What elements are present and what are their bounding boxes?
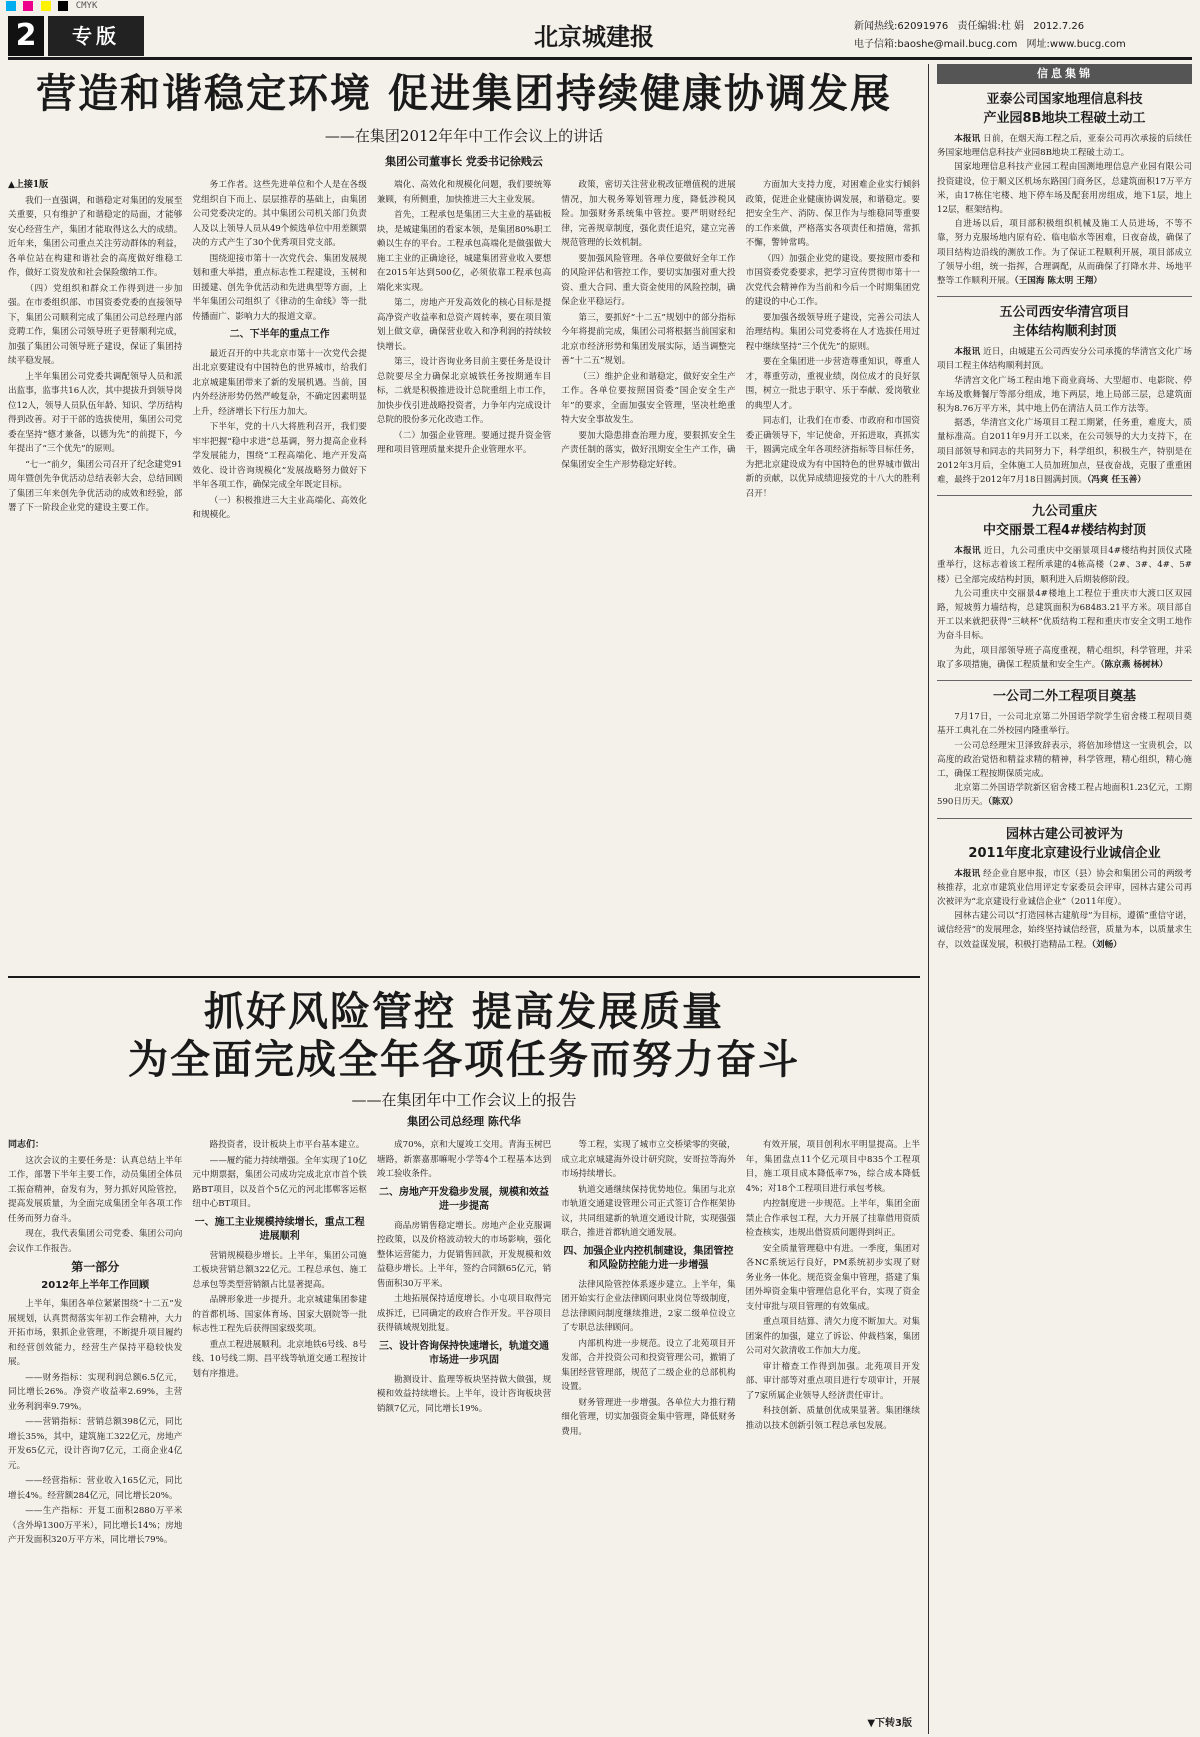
paragraph: ——财务指标：实现利润总额6.5亿元，同比增长26%。净资产收益率2.69%，主营业务利润率9.79%。 <box>8 1372 183 1412</box>
yellow-swatch <box>41 1 51 11</box>
news-title: 亚泰公司国家地理信息科技 产业园8B地块工程破土动工 <box>983 92 1146 126</box>
black-swatch <box>58 1 68 11</box>
paragraph: 第三，要抓好“十二五”规划中的部分指标今年将提前完成，集团公司将根据当前国家和北京市经济形势和集团发展实际，适当调整完善“十二五”规划。 <box>561 312 736 366</box>
paragraph: 围绕迎接市第十一次党代会、集团发展规划和重大举措，重点标志性工程建设，玉树和田援建、创先争优活动和先进典型等方面，上半年集团公司组织了《律动的生命线》等一批传播面广、影响力大的报道文章。 <box>192 253 367 322</box>
paragraph: “七一”前夕，集团公司召开了纪念建党91周年暨创先争优活动总结表彰大会，总结回顾了集团三年来创先争优活动的成效和经验，部署了下一阶段企业党的建设主要工作。 <box>8 459 183 513</box>
paragraph: ——履约能力持续增强。全年实现了10亿元中期票据，集团公司成功完成北京市首个铁路BT项目，以及首个5亿元的河北邯郸客运枢纽中心BT项目。 <box>192 1155 367 1209</box>
news-item <box>937 303 1192 487</box>
part-heading: 第一部分 <box>71 1260 120 1274</box>
article2-col5 <box>746 1138 920 1708</box>
paragraph: 营销规模稳步增长。上半年，集团公司施工板块营销总额322亿元。工程总承包、施工总承包等类型营销额占比显著提高。 <box>192 1250 367 1290</box>
paragraph: 我们一直强调，和谐稳定对集团的发展至关重要，只有维护了和谐稳定的局面，才能够安心经营生产，集团才能取得这么大的成绩。近年来，集团公司重点关注劳动群体的利益，各单位站在构建和谐社会的高度做好维稳工作，做好工资发放和社会保险缴纳工作。 <box>8 195 183 278</box>
masthead <box>8 16 1192 60</box>
news-title: 园林古建公司被评为 2011年度北京建设行业诚信企业 <box>968 826 1161 861</box>
news-body: 本报讯 日前，在烟天海工程之后，亚泰公司再次承接的后续任务国家地理信息科技产业园8B地块工程破土动工。 国家地理信息科技产业园工程由国测地理信息产业园有限公司投资建设，位于顺义区机场东路国门商务区，总建筑面积17万平方米，由17栋住宅楼、地下停车场及配套用房组成，地下1层，地上12层，框架结构。 自进场以后，项目部积极组织机械及施工人员进场，不等不靠，努力克服场地内原有砼、临电临水等困难，日夜奋战，确保了项目结构边沿线的测放工作。为了保证工程顺利开展，项目部成立了领导小组，统一指挥，合理调配，从而确保了打降水井、场地平整等工作顺利开展。（王国海 陈太明 王翔） <box>937 134 1192 287</box>
paragraph: 第二，房地产开发高效化的核心目标是提高净资产收益率和总资产周转率，要在项目策划上做文章，确保营业收入和净利润的持续较快增长。 <box>376 298 552 352</box>
paragraph: 首先，工程承包是集团三大主业的基础板块，是城建集团的看家本领，是集团80%职工赖以生存的平台。工程承包高端化是做强做大施工主业的正确途径，城建集团营业收入要想在2015年达到500亿，必须依靠工程承包高端化来实现。 <box>376 210 552 293</box>
article2-byline: 集团公司总经理 陈代华 <box>407 1115 521 1128</box>
paragraph: （二）加强企业管理。要通过提升资金管理和项目管理质量来提升企业管理水平。 <box>376 430 552 455</box>
paragraph: 要加强各级领导班子建设，完善公司法人治理结构。集团公司党委将在人才选拔任用过程中继续坚持“三个优先”的原则。 <box>745 312 921 352</box>
cyan-swatch <box>6 1 16 11</box>
article2-headline-line2: 为全面完成全年各项任务而努力奋斗 <box>128 1037 800 1083</box>
paragraph: 土地拓展保持适度增长。小屯项目取得完成拆迁，已同确定的政府合作开发。平谷项目获得镇域规划批复。 <box>376 1294 552 1333</box>
paragraph: ——生产指标：开复工面积2880万平米（含外埠1300万平米），同比增长14%；房地产开发面积320万平方米，同比增长79%。 <box>8 1506 183 1545</box>
news-item <box>937 825 1192 952</box>
news-title: 五公司西安华清宫项目 主体结构顺利封顶 <box>999 305 1130 340</box>
paragraph: 同志们，让我们在市委、市政府和市国资委正确领导下，牢记使命，开拓进取，真抓实干，圆满完成全年各项经济指标等目标任务，为把北京建设成为有中国特色的世界城市做出新的贡献，以优异成绩迎接党的十八大的胜利召开！ <box>745 416 921 499</box>
article2-headline-line1: 抓好风险管控 提高发展质量 <box>204 989 724 1035</box>
article2-col4 <box>561 1138 735 1708</box>
news-separator <box>937 818 1192 819</box>
paragraph: 等工程，实现了城市立交桥梁零的突破，成立北京城建海外设计研究院，安哥拉等海外市场持续增长。 <box>561 1140 736 1179</box>
salutation: 同志们： <box>8 1140 45 1150</box>
editor: 责任编辑:杜 娟 <box>957 21 1025 32</box>
news-separator <box>937 495 1192 496</box>
news-body: 本报讯 近日，由城建五公司西安分公司承揽的华清宫文化广场项目工程主体结构顺利封顶。 华清宫文化广场工程由地下商业商场、大型超市、电影院、停车场及歌舞餐厅等部分组成，地下两层，地上局部三层，总建筑面积为8.76万平方米，其中地上仍在清洁人员工作方法等。 据悉，华清宫文化广场项目工程工期紧，任务重，难度大，质量标准高。自2011年9月开工以来，在公司领导的大力支持下，在项目部领导和同志的共同努力下，科学组织，积极生产，特别是在2012年3月后，全体施工人员加班加点，昼夜奋战，克服了重重困难，最终于2012年7月18日圆满封顶。（冯爽 任玉善） <box>937 347 1192 486</box>
section-tag: 专版 <box>48 16 144 56</box>
article1-col1 <box>8 178 182 968</box>
paragraph: 安全质量管理稳中有进。一季度，集团对各NC系统运行良好，PM系统初步实现了财务业务一体化。规范资金集中管理，搭建了集团外埠资金集中管理信息化平台，实现了资金支付审批与项目管理的有效集成。 <box>745 1243 921 1312</box>
news-separator <box>937 680 1192 681</box>
paragraph: 商品房销售稳定增长。房地产企业克服调控政策，以及价格波动较大的市场影响，强化整体运营能力，力促销售回款，开发规模和效益稳步增长。上半年，签约合同额65亿元，销售面积30万平米。 <box>376 1220 552 1289</box>
paragraph: 政策，密切关注营业税改征增值税的进展情况，加大税务筹划管理力度，降低涉税风险。加强财务系统集中管控。要严明财经纪律，完善规章制度，强化责任追究，建立完善规范管理的长效机制。 <box>561 180 736 248</box>
paragraph: （四）党组织和群众工作得到进一步加强。在市委组织部、市国资委党委的直接领导下，集团公司顺利完成了集团公司总经理内部竞聘工作，集团公司领导班子更替顺利完成，加强了集团公司领导班子建设，保证了集团持续平稳发展。 <box>8 283 183 366</box>
paragraph: （四）加强企业党的建设。要按照市委和市国资委党委要求，把学习宣传贯彻市第十一次党代会精神作为当前和今后一个时期集团党的建设的中心工作。 <box>745 253 921 307</box>
sidebar-header: 信息集锦 <box>937 64 1192 84</box>
hotline: 新闻热线:62091976 <box>854 21 949 32</box>
article2-col2 <box>192 1138 366 1708</box>
paragraph: 财务管理进一步增强。各单位大力推行精细化管理，切实加强资金集中管理，降低财务费用。 <box>561 1397 736 1437</box>
masthead-info <box>854 18 1192 54</box>
news-title: 九公司重庆 中交丽景工程4#楼结构封顶 <box>983 504 1146 539</box>
paragraph: 轨道交通继续保持优势地位。集团与北京市轨道交通建设管理公司正式签订合作框架协议，共同组建新的轨道交通设计院，实现强强联合，推进首都轨道交通发展。 <box>561 1184 736 1238</box>
news-body: 7月17日，一公司北京第二外国语学院学生宿舍楼工程项目奠基开工典礼在二外校园内隆重举行。 一公司总经理宋卫泽致辞表示，将倍加珍惜这一宝贵机会，以高度的政治觉悟和精益求精的精神，科学管理，精心组织，精心施工，确保工程按期保质完成。 北京第二外国语学院新区宿舍楼工程占地面积1.23亿元，工期590日历天。（陈双） <box>937 712 1192 808</box>
paragraph: 科技创新、质量创优成果显著。集团继续推动以技术创新引领工程总承包发展。 <box>745 1406 921 1431</box>
article2-col1 <box>8 1138 182 1708</box>
section-subhead: 二、下半年的重点工作 <box>229 329 330 340</box>
paragraph: （一）积极推进三大主业高端化、高效化和规模化。 <box>192 495 367 520</box>
paragraph: 内控制度进一步规范。上半年，集团全面禁止合作承包工程，大力开展了挂靠借用资质检查核实，违规出借资质问题得到纠正。 <box>745 1199 921 1238</box>
paragraph: 重点项目结算、清欠力度不断加大。对集团案件的加强，建立了诉讼、仲裁档案，集团公司对欠款清收工作加大力度。 <box>745 1317 921 1356</box>
part-subheading: 2012年上半年工作回顾 <box>41 1279 150 1291</box>
page-number: 2 <box>8 16 44 56</box>
article2-subtitle: ——在集团年中工作会议上的报告 <box>351 1091 577 1109</box>
paragraph: 成70%，京和大厦竣工交用。青海玉树巴塘路，新寨嘉那嘛呢小学等4个工程基本达到竣工验收条件。 <box>376 1140 552 1179</box>
paragraph: 上半年，集团各单位紧紧围绕“十二五”发展规划，认真贯彻落实年初工作会精神，大力开拓市场，狠抓企业管理，不断提升项目履约和经营创效能力，经营生产保持平稳较快发展。 <box>8 1299 183 1367</box>
news-body: 本报讯 近日，九公司重庆中交丽景项目4#楼结构封顶仪式隆重举行，这标志着该工程所承建的4栋高楼（2#、3#、4#、5#楼）已全部完成结构封顶，顺利进入后期装修阶段。 九公司重庆中交丽景4#楼地上工程位于重庆市大渡口区双园路，短坡剪力墙结构，总建筑面积为68483.21平方米。项目部自开工以来就把获得“三峡杯”优质结构工程和重庆市安全文明工地作为奋斗目标。 为此，项目部领导班子高度重视，精心组织，科学管理，并采取了多项措施，确保工程质量和安全生产。（陈京燕 杨树林） <box>937 546 1192 670</box>
paragraph: 这次会议的主要任务是：认真总结上半年工作，部署下半年主要工作，动员集团全体员工振奋精神，奋发有为，努力抓好风险管控，提高发展质量，为全面完成集团全年各项工作任务而努力奋斗。 <box>8 1155 183 1224</box>
paragraph: 内部机构进一步规范。设立了北苑项目开发部，合并投资公司和投资管理公司，撤销了集团经营管理部，规范了二级企业的总部机构设置。 <box>561 1338 736 1392</box>
continued-marker: ▲上接1版 <box>8 180 49 190</box>
website: 网址:www.bucg.com <box>1026 39 1126 50</box>
issue-date: 2012.7.26 <box>1033 21 1085 32</box>
section-subhead: 三、设计咨询保持快速增长，轨道交通市场进一步巩固 <box>379 1340 550 1366</box>
paragraph: ——营销指标：营销总额398亿元，同比增长35%，其中，建筑施工322亿元，房地产开发65亿元，设计咨询7亿元，工商企业4亿元。 <box>8 1417 183 1471</box>
news-title: 一公司二外工程项目奠基 <box>992 689 1136 705</box>
magenta-swatch <box>23 1 33 11</box>
paragraph: 上半年集团公司党委共调配领导人员和派出监事，监事共16人次，其中提拔升到领导岗位12人，领导人员队伍年龄、知识、学历结构得到改善。对于干部的选拔使用，集团公司党委在坚持“德才兼备，以德为先”的前提下，今年提出了“三个优先”的原则。 <box>8 371 183 454</box>
article1-headline: 营造和谐稳定环境 促进集团持续健康协调发展 <box>36 71 892 117</box>
paragraph: 方面加大支持力度，对困难企业实行倾斜政策，促进企业健康协调发展，和谐稳定。要把安全生产、消防、保卫作为与维稳同等重要的工作来做，严格落实各项责任和措施，常抓不懈，警钟常鸣。 <box>745 180 921 248</box>
paragraph: 要在全集团进一步营造尊重知识，尊重人才，尊重劳动，重视业绩，岗位成才的良好氛围，树立一批忠于职守、乐于奉献、爱岗敬业的典型人才。 <box>745 357 921 411</box>
print-registration-marks <box>0 0 1200 14</box>
news-sidebar <box>928 64 1192 1734</box>
article1-col2 <box>192 178 366 968</box>
paragraph: 路投资者，设计板块上市平台基本建立。 <box>209 1140 365 1150</box>
paragraph: 下半年，党的十八大将胜利召开，我们要牢牢把握“稳中求进”总基调，努力提高企业科学发展能力，围绕“工程高端化、地产开发高效化、设计咨询规模化”发展战略努力做好下半年各项工作，确保完成全年既定目标。 <box>192 422 367 490</box>
article-divider <box>8 976 920 978</box>
article1-byline: 集团公司董事长 党委书记徐贱云 <box>385 155 543 168</box>
paper-name: 北京城建报 <box>534 22 654 51</box>
paragraph: 要加强风险管理。各单位要做好全年工作的风险评估和管控工作，要切实加强对重大投资、重大合同、重大资金使用的风险控制，确保企业平稳运行。 <box>561 253 736 307</box>
news-item <box>937 502 1192 672</box>
paragraph: 审计稽查工作得到加强。北苑项目开发部、审计部等对重点项目进行专项审计，开展了7家所属企业领导人经济责任审计。 <box>745 1361 921 1401</box>
paragraph: ——经营指标：营业收入165亿元，同比增长4%。经营额284亿元，同比增长20%。 <box>8 1476 183 1501</box>
paragraph: 要加大隐患排查治理力度，要狠抓安全生产责任制的落实，做好汛期安全生产工作，确保集团安全生产形势稳定好转。 <box>561 430 736 470</box>
section-subhead: 一、施工主业规模持续增长，重点工程进展顺利 <box>194 1216 365 1242</box>
paragraph: 有效开展，项目创利水平明显提高。上半年，集团盘点11个亿元项目中835个工程项目，施工项目成本降低率7%，综合成本降低4%；对18个工程项目进行承包考核。 <box>745 1140 921 1194</box>
article2-col3 <box>377 1138 551 1708</box>
paragraph: 勘测设计、监理等板块坚持做大做强，规模和效益持续增长。上半年，设计咨询板块营销额7亿元，同比增长19%。 <box>376 1374 552 1414</box>
paragraph: 端化、高效化和规模化问题，我们要统筹兼顾，有所侧重，加快推进三大主业发展。 <box>376 180 552 205</box>
section-subhead: 四、加强企业内控机制建设，集团管控和风险防控能力进一步增强 <box>563 1245 734 1271</box>
article1-columns <box>8 178 920 968</box>
paragraph: 法律风险管控体系逐步建立。上半年，集团开始实行企业法律顾问职业岗位等级制度，总法律顾问制度继续推进，2家二级单位设立了专职总法律顾问。 <box>561 1279 736 1333</box>
paragraph: 最近召开的中共北京市第十一次党代会提出北京要建设有中国特色的世界城市，给我们北京城建集团带来了新的发展机遇。当前，国内外经济形势仍然严峻复杂，不确定因素明显上升，经济增长下行压力加大。 <box>192 348 367 417</box>
email: 电子信箱:baoshe@mail.bucg.com <box>854 39 1018 50</box>
news-item <box>937 90 1192 288</box>
news-separator <box>937 296 1192 297</box>
article2-columns <box>8 1138 920 1708</box>
print-mark-label: CMYK <box>75 1 98 11</box>
article1-col5 <box>746 178 920 968</box>
paragraph: （三）维护企业和谐稳定，做好安全生产工作。各单位要按照国资委“国企安全生产年”的要求，全面加强安全管理，坚决杜绝重特大安全事故发生。 <box>561 371 736 425</box>
paragraph: 现在，我代表集团公司党委、集团公司向会议作工作报告。 <box>8 1229 183 1254</box>
paragraph: 品牌形象进一步提升。北京城建集团参建的首都机场、国家体育场、国家大剧院等一批标志性工程先后获得国家级奖项。 <box>192 1295 367 1334</box>
paragraph: 第三，设计咨询业务目前主要任务是设计总院要尽全力确保北京城铁任务按期通车目标，二就是积极推进设计总院重组上市工作，加快步伐引进战略投资者，力争年内完成设计总院的股份多元化改造工作。 <box>376 357 552 425</box>
article1-col4 <box>561 178 735 968</box>
article1-subtitle: ——在集团2012年年中工作会议上的讲话 <box>324 127 604 145</box>
paragraph: 务工作者。这些先进单位和个人是在各级党组织自下而上、层层推荐的基础上，由集团公司党委决定的。其中集团公司机关部门负责人及以上领导人员从49个候选单位中用差额票决的方式产生了30个优秀项目党支部。 <box>192 180 367 248</box>
news-item <box>937 687 1192 809</box>
article1-col3 <box>377 178 551 968</box>
continued-on-page-note: ▼下转3版 <box>867 1718 912 1729</box>
news-body: 本报讯 经企业自愿申报，市区（县）协会和集团公司的两级考核推荐，北京市建筑业信用评定专家委员会评审，园林古建公司再次被评为“北京建设行业诚信企业”（2011年度）。 园林古建公司以“打造园林古建航母”为目标，遵循“重信守诺，诚信经营”的发展理念，始终坚持诚信经营，质量为本，以质量求生存，以效益谋发展，积极打造精品工程。（刘畅） <box>937 868 1192 950</box>
paragraph: 重点工程进展顺利。北京地铁6号线、8号线、10号线二期、昌平线等轨道交通工程按计划有序推进。 <box>192 1339 367 1379</box>
section-subhead: 二、房地产开发稳步发展，规模和效益进一步提高 <box>379 1186 550 1212</box>
